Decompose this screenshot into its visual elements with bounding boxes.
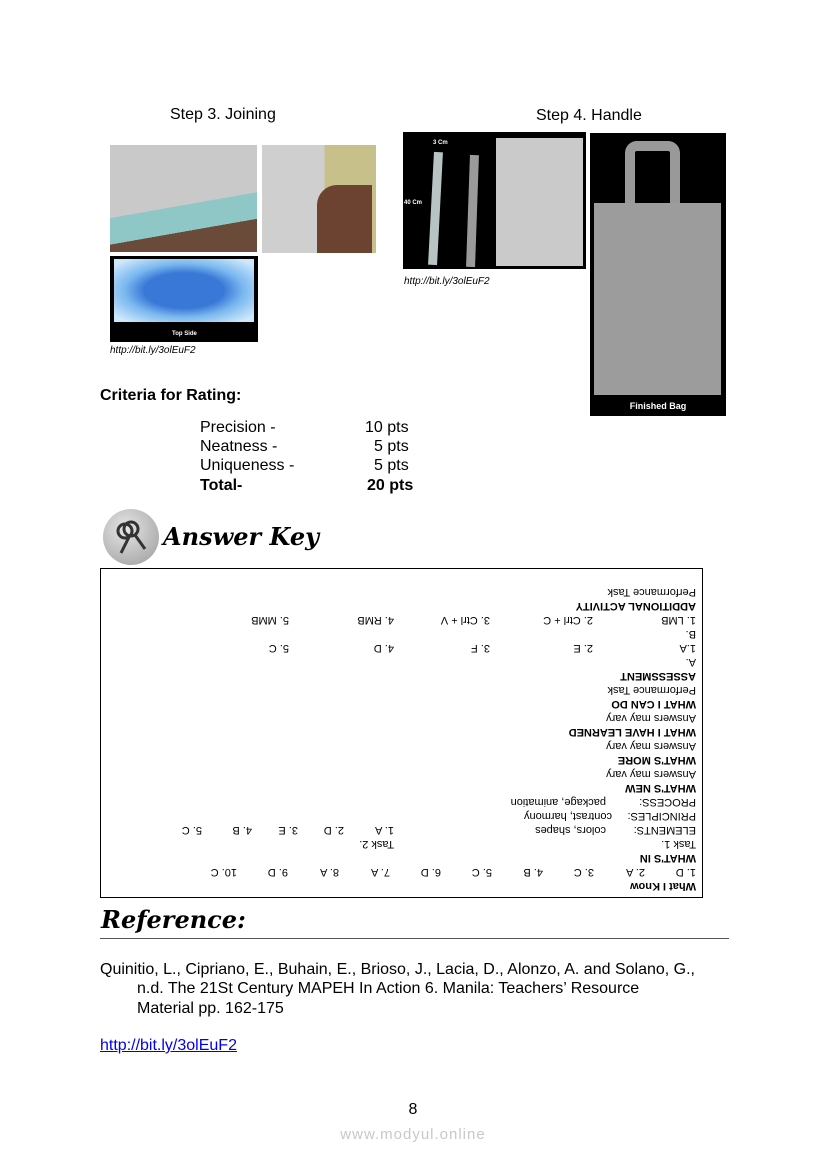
joining-photo-1 — [110, 145, 257, 252]
what-i-have-learned-heading: WHAT I HAVE LEARNED — [568, 726, 696, 738]
elements-value: colors, shapes — [535, 824, 606, 836]
additional-activity-text: Performance Task — [607, 586, 696, 598]
strip-length-label: 40 Cm — [404, 200, 423, 206]
answer-item: 8. A — [320, 866, 339, 878]
answer-item: 2. E — [573, 642, 593, 654]
answer-item: 4. B — [232, 824, 252, 836]
answer-item: 2. A — [626, 866, 645, 878]
page-number: 8 — [408, 1101, 418, 1118]
what-i-can-do-text: Performance Task — [607, 684, 696, 696]
what-i-have-learned-text: Answers may vary — [606, 712, 696, 724]
answer-item: 10. C — [210, 866, 237, 878]
answer-key-title: Answer Key — [163, 522, 320, 551]
criteria-label-uniqueness: Uniqueness - — [200, 457, 295, 474]
step3-title: Step 3. Joining — [170, 106, 276, 123]
answer-item: 5. MMB — [251, 614, 289, 626]
answer-item: 1. A — [375, 824, 394, 836]
assessment-b-label: B. — [685, 628, 696, 640]
criteria-total-points: 20 pts — [367, 477, 414, 494]
handle-strips-photo — [403, 132, 586, 269]
answer-item: 4. D — [373, 642, 394, 654]
finished-bag-label: Finished Bag — [629, 401, 687, 411]
answer-item: 6. D — [420, 866, 441, 878]
elements-label: ELEMENTS: — [633, 824, 696, 836]
answer-key-box — [100, 568, 703, 898]
task1-label: Task 1. — [661, 838, 696, 850]
assessment-a-label: A. — [685, 656, 696, 668]
criteria-points-uniqueness: 5 pts — [374, 457, 409, 474]
reference-citation-line1: Quinitio, L., Cipriano, E., Buhain, E., Brioso, J., Lacia, D., Alonzo, A. and Solano, G., — [100, 961, 695, 978]
criteria-heading: Criteria for Rating: — [100, 387, 242, 404]
what-i-know-heading: What I Know — [630, 880, 696, 892]
reference-divider — [100, 938, 729, 939]
whats-in-heading: WHAT'S IN — [639, 852, 696, 864]
answer-item: 3. C — [573, 866, 594, 878]
answer-item: 4. RMB — [357, 614, 394, 626]
criteria-label-neatness: Neatness - — [200, 438, 278, 455]
top-side-photo — [110, 256, 258, 342]
watermark: www.modyul.online — [340, 1126, 486, 1143]
answer-item: 3. E — [278, 824, 298, 836]
criteria-points-neatness: 5 pts — [374, 438, 409, 455]
principles-value: contrast, harmony — [523, 810, 612, 822]
answer-item: 3. F — [471, 642, 490, 654]
whats-more-text: Answers may vary — [606, 740, 696, 752]
criteria-total-label: Total- — [200, 477, 243, 494]
top-side-label: Top Side — [172, 331, 197, 337]
joining-photo-2 — [262, 145, 376, 253]
answer-item: 5. C — [181, 824, 202, 836]
criteria-points-precision: 10 pts — [365, 419, 409, 436]
answer-item: 1. D — [675, 866, 696, 878]
additional-activity-heading: ADDITIONAL ACTIVITY — [575, 600, 696, 612]
criteria-label-precision: Precision - — [200, 419, 276, 436]
answer-item: 5. C — [471, 866, 492, 878]
process-value: package, animation — [510, 796, 606, 808]
strip-width-label: 3 Cm — [433, 140, 448, 146]
answer-item: 1.A — [679, 642, 696, 654]
reference-citation-line2: n.d. The 21St Century MAPEH In Action 6. Manila: Teachers’ Resource — [137, 980, 640, 997]
step3-source: http://bit.ly/3olEuF2 — [110, 345, 196, 356]
answer-item: 5. C — [268, 642, 289, 654]
keys-icon — [103, 509, 159, 565]
answer-item: 9. D — [267, 866, 288, 878]
reference-title: Reference: — [101, 905, 246, 934]
principles-label: PRINCIPLES: — [627, 810, 696, 822]
whats-new-text: Answers may vary — [606, 768, 696, 780]
assessment-heading: ASSESSMENT — [620, 670, 696, 682]
process-label: PROCESS: — [639, 796, 696, 808]
whats-new-heading: WHAT'S NEW — [625, 782, 696, 794]
step4-source: http://bit.ly/3olEuF2 — [404, 276, 490, 287]
answer-item: 2. D — [323, 824, 344, 836]
step4-title: Step 4. Handle — [536, 107, 642, 124]
what-i-can-do-heading: WHAT I CAN DO — [611, 698, 696, 710]
finished-bag-photo — [590, 133, 726, 416]
answer-item: 3. Ctrl + V — [440, 614, 490, 626]
reference-link[interactable]: http://bit.ly/3olEuF2 — [100, 1037, 237, 1054]
answer-item: 2. Ctrl + C — [543, 614, 593, 626]
task2-label: Task 2. — [359, 838, 394, 850]
answer-item: 1. LMB — [661, 614, 696, 626]
whats-more-heading: WHAT'S MORE — [617, 754, 696, 766]
answer-item: 7. A — [371, 866, 390, 878]
reference-citation-line3: Material pp. 162-175 — [137, 1000, 284, 1017]
answer-item: 4. B — [523, 866, 543, 878]
